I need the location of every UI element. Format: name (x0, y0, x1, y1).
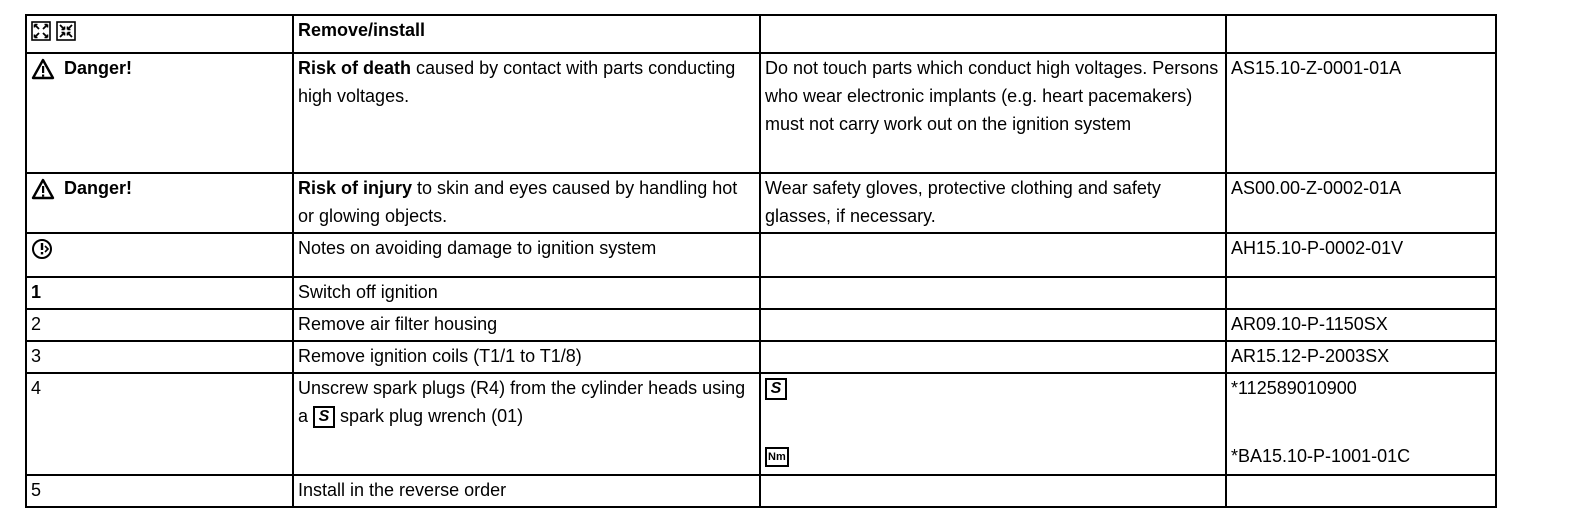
risk-text: caused by contact with parts conducting high voltages. (298, 58, 736, 106)
step-text-part: Unscrew spark plugs (R4) from the cylinder heads using a (298, 378, 746, 426)
step-empty (760, 341, 1226, 373)
tool-cell (760, 373, 1226, 475)
measure-cell: Wear safety gloves, protective clothing and safety glasses, if necessary. (760, 173, 1226, 233)
step-number: 3 (26, 341, 293, 373)
header-icons-cell (26, 15, 293, 53)
expand-icon[interactable] (31, 20, 56, 40)
step-empty (760, 309, 1226, 341)
step-row (26, 475, 1496, 507)
step-empty (760, 475, 1226, 507)
reference-link (1226, 277, 1496, 309)
danger-label: Danger! (64, 58, 133, 78)
step-number: 4 (26, 373, 293, 475)
warning-label-cell (26, 173, 293, 233)
step-row (26, 373, 1496, 475)
step-text (293, 373, 760, 475)
torque-nm-icon[interactable]: Nm (765, 447, 789, 467)
step-row (26, 341, 1496, 373)
header-empty (760, 15, 1226, 53)
procedure-table (25, 14, 1497, 508)
header-empty (1226, 15, 1496, 53)
note-empty (760, 233, 1226, 277)
step-row (26, 277, 1496, 309)
header-row (26, 15, 1496, 53)
reference-link[interactable]: AR15.12-P-2003SX (1226, 341, 1496, 373)
header-title: Remove/install (293, 15, 760, 53)
note-row (26, 233, 1496, 277)
step-text: Remove air filter housing (293, 309, 760, 341)
step-number: 2 (26, 309, 293, 341)
spark-plug-wrench-icon[interactable]: S (313, 406, 335, 428)
danger-label: Danger! (64, 178, 133, 198)
warning-triangle-icon (31, 58, 60, 78)
warning-row (26, 53, 1496, 173)
risk-cell (293, 173, 760, 233)
collapse-icon[interactable] (56, 20, 76, 40)
reference-link (1226, 475, 1496, 507)
step-row (26, 309, 1496, 341)
measure-cell: Do not touch parts which conduct high voltages. Persons who wear electronic implants (e.g. heart pacemakers) must not carry work out on the ignition system (760, 53, 1226, 173)
note-icon-cell (26, 233, 293, 277)
note-icon (31, 238, 53, 258)
reference-link[interactable]: *112589010900 (1231, 378, 1357, 398)
step-text: Switch off ignition (293, 277, 760, 309)
reference-link[interactable]: AS15.10-Z-0001-01A (1226, 53, 1496, 173)
warning-row (26, 173, 1496, 233)
risk-text: to skin and eyes caused by handling hot or glowing objects. (298, 178, 738, 226)
reference-link[interactable]: AR09.10-P-1150SX (1226, 309, 1496, 341)
warning-label-cell (26, 53, 293, 173)
step-number: 5 (26, 475, 293, 507)
risk-cell (293, 53, 760, 173)
step-text: Install in the reverse order (293, 475, 760, 507)
risk-bold: Risk of injury (298, 178, 413, 198)
warning-triangle-icon (31, 178, 60, 198)
reference-link[interactable]: AS00.00-Z-0002-01A (1226, 173, 1496, 233)
step-text: Remove ignition coils (T1/1 to T1/8) (293, 341, 760, 373)
note-text: Notes on avoiding damage to ignition system (293, 233, 760, 277)
risk-bold: Risk of death (298, 58, 412, 78)
step-text-part: spark plug wrench (01) (335, 406, 524, 426)
reference-link[interactable]: *BA15.10-P-1001-01C (1231, 446, 1411, 466)
reference-link[interactable]: AH15.10-P-0002-01V (1226, 233, 1496, 277)
reference-cell (1226, 373, 1496, 475)
step-empty (760, 277, 1226, 309)
spark-plug-wrench-icon[interactable]: S (765, 378, 787, 400)
step-number: 1 (26, 277, 293, 309)
